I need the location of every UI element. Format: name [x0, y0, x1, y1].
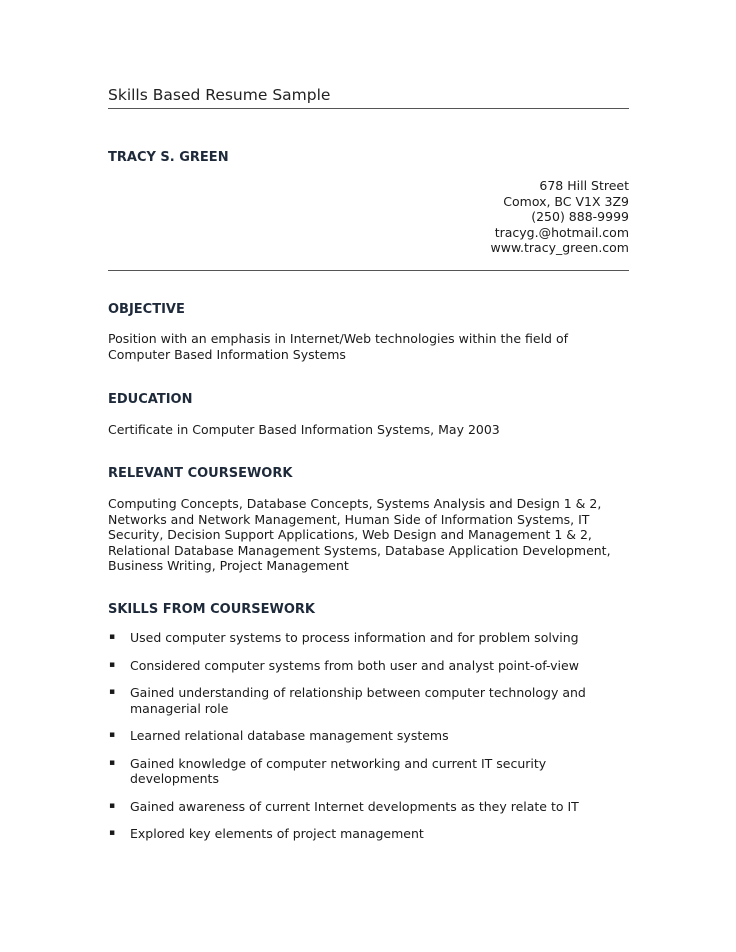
- header-divider: [108, 270, 629, 271]
- bullet-icon: ▪: [109, 632, 116, 642]
- education-heading: EDUCATION: [108, 392, 193, 407]
- skill-item: [108, 826, 629, 842]
- skill-item: [108, 756, 629, 787]
- skill-item: [108, 685, 629, 716]
- skills-list: [108, 630, 629, 854]
- skill-item: [108, 728, 629, 744]
- bullet-icon: ▪: [109, 757, 116, 768]
- skill-text: Gained understanding of relationship between computer technology and managerial role: [130, 685, 586, 716]
- bullet-icon: ▪: [109, 730, 116, 740]
- objective-text: Position with an emphasis in Internet/Web technologies within the field of Computer Based Information Systems: [108, 331, 569, 362]
- skill-item: [108, 658, 629, 674]
- skill-text: Explored key elements of project management: [130, 826, 424, 841]
- skill-text: Used computer systems to process information and for problem solving: [130, 630, 579, 645]
- contact-street: 678 Hill Street: [539, 178, 629, 193]
- coursework-text: Computing Concepts, Database Concepts, Systems Analysis and Design 1 & 2, Networks and Network Management, Human Side of Information Systems, IT Security, Decision Support Applications, Web Design and Management 1 & 2, Relational Database Management Systems, Database Application Development, Business Writing, Project Management: [108, 496, 611, 573]
- contact-block: [491, 178, 630, 256]
- bullet-icon: ▪: [109, 659, 116, 670]
- skill-item: [108, 799, 629, 815]
- bullet-icon: ▪: [109, 828, 116, 838]
- bullet-icon: ▪: [109, 687, 116, 697]
- skill-item: [108, 630, 629, 646]
- bullet-icon: ▪: [109, 800, 116, 811]
- contact-phone: (250) 888-9999: [531, 209, 629, 224]
- document-title: Skills Based Resume Sample: [108, 86, 331, 104]
- coursework-heading: RELEVANT COURSEWORK: [108, 466, 293, 481]
- skill-text: Learned relational database management systems: [130, 728, 449, 743]
- education-text: Certificate in Computer Based Information Systems, May 2003: [108, 422, 500, 437]
- skill-text: Considered computer systems from both user and analyst point-of-view: [130, 657, 579, 673]
- contact-email: tracyg.@hotmail.com: [494, 224, 629, 240]
- contact-city: Comox, BC V1X 3Z9: [503, 193, 629, 209]
- skill-text: Gained knowledge of computer networking and current IT security developments: [130, 755, 547, 786]
- skills-heading: SKILLS FROM COURSEWORK: [108, 602, 316, 617]
- objective-heading: OBJECTIVE: [108, 302, 185, 317]
- applicant-name: TRACY S. GREEN: [108, 150, 229, 165]
- skill-text: Gained awareness of current Internet developments as they relate to IT: [130, 798, 579, 814]
- title-divider: [108, 108, 629, 109]
- contact-website: www.tracy_green.com: [490, 240, 629, 255]
